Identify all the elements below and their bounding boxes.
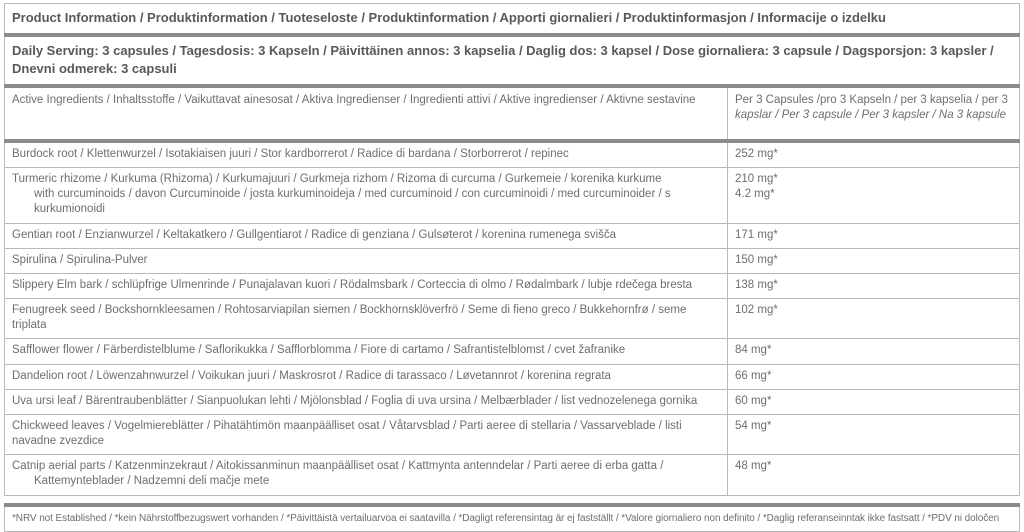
per-serving-column-header [727, 86, 1019, 141]
ingredient-amount [727, 141, 1019, 168]
ingredient-amount-value: 252 mg* [734, 147, 778, 160]
table-spacer [5, 495, 1020, 505]
per-serving-header-line-2: kapslar / Per 3 capsule / Per 3 kapsler / Na 3 kapsule [734, 108, 1007, 121]
footnote-row [5, 505, 1020, 532]
ingredient-amount-value: 66 mg* [734, 369, 772, 382]
table-row [5, 141, 1020, 168]
ingredient-amount-value: 102 mg* [734, 304, 778, 317]
table-row [5, 455, 1020, 495]
column-header-row [5, 86, 1020, 141]
ingredient-amount [727, 389, 1019, 414]
ingredient-name: Fenugreek seed / Bockshornkleesamen / Rohtosarviapilan siemen / Bockhornsklöverfrö / Seme di fieno greco / Bukkehornfrø / seme triplata [5, 299, 728, 339]
table-row [5, 223, 1020, 248]
ingredient-amount-value: 171 mg* [734, 228, 778, 241]
table-row [5, 167, 1020, 223]
ingredient-amount [727, 455, 1019, 495]
ingredient-name: Gentian root / Enzianwurzel / Keltakatkero / Gullgentiarot / Radice di genziana / Gulsøterot / korenina rumenega svišča [5, 223, 728, 248]
ingredient-name-sub: with curcuminoids / davon Curcuminoide / josta kurkuminoideja / med curcuminoid / con curcuminoidi / med curcuminoider / s kurkumionoidi [34, 188, 671, 216]
product-information-banner-row [5, 4, 1020, 35]
ingredient-name: Dandelion root / Löwenzahnwurzel / Voikukan juuri / Maskrosrot / Radice di tarassaco / Løvetannrot / korenina regrata [5, 364, 728, 389]
table-row [5, 389, 1020, 414]
ingredient-amount-value: 210 mg* [734, 172, 778, 185]
ingredient-amount [727, 339, 1019, 364]
ingredient-amount-value: 48 mg* [734, 460, 772, 473]
ingredient-amount [727, 167, 1019, 223]
ingredient-name-sub: Kattemynteblader / Nadzemni deli mačje mete [34, 475, 270, 488]
ingredient-name: Safflower flower / Färberdistelblume / Saflorikukka / Safflorblomma / Fiore di cartamo / Safrantistelblomst / cvet žafranike [5, 339, 728, 364]
ingredient-name: Chickweed leaves / Vogelmiereblätter / Pihatähtimön maanpäälliset osat / Våtarvsblad / Parti aeree di stellaria / Vassarveblade / listi navadne zvezdice [5, 414, 728, 454]
ingredient-amount-value: 60 mg* [734, 394, 772, 407]
table-row [5, 248, 1020, 273]
ingredient-amount [727, 299, 1019, 339]
ingredient-amount-value: 54 mg* [734, 419, 772, 432]
table-row [5, 414, 1020, 454]
product-information-banner: Product Information / Produktinformation / Tuoteseloste / Produktinformation / Apporti giornalieri / Produktinformasjon / Informacije o izdelku [5, 4, 1020, 35]
ingredient-name [5, 167, 728, 223]
active-ingredients-column-header: Active Ingredients / Inhaltsstoffe / Vaikuttavat ainesosat / Aktiva Ingredienser / Ingredienti attivi / Aktive ingredienser / Aktivne sestavine [5, 86, 728, 141]
table-body [5, 4, 1020, 532]
product-information-table [4, 3, 1020, 532]
ingredient-amount [727, 223, 1019, 248]
ingredient-name: Burdock root / Klettenwurzel / Isotakiaisen juuri / Stor kardborrerot / Radice di bardana / Storborrerot / repinec [5, 141, 728, 168]
table-row [5, 273, 1020, 298]
daily-serving-banner: Daily Serving: 3 capsules / Tagesdosis: 3 Kapseln / Päivittäinen annos: 3 kapselia / Daglig dos: 3 kapsel / Dose giornaliera: 3 capsule / Dagsporsjon: 3 kapsler / Dnevni odmerek: 3 capsuli [5, 35, 1020, 86]
ingredient-amount [727, 248, 1019, 273]
ingredient-name: Slippery Elm bark / schlüpfrige Ulmenrinde / Punajalavan kuori / Rödalmsbark / Corteccia di olmo / Rødalmbark / lubje rdečega bresta [5, 273, 728, 298]
nrv-footnote: *NRV not Established / *kein Nährstoffbezugswert vorhanden / *Päivittäistä vertailuarvoa ei saatavilla / *Dagligt referensintag är ej fastställt / *Valore giornaliero non definito / *Daglig referanseinntak ikke fastsatt / *PDV ni določen [5, 505, 1020, 532]
table-row [5, 299, 1020, 339]
ingredient-amount-value: 150 mg* [734, 253, 778, 266]
table-row [5, 364, 1020, 389]
table-row [5, 339, 1020, 364]
ingredient-amount-sub-value: 4.2 mg* [734, 188, 775, 201]
ingredient-amount [727, 273, 1019, 298]
ingredient-name: Spirulina / Spirulina-Pulver [5, 248, 728, 273]
ingredient-name-main: Catnip aerial parts / Katzenminzekraut / Aitokissanminun maanpäälliset osat / Kattmynta antenndelar / Parti aeree di erba gatta / [12, 460, 664, 473]
ingredient-amount [727, 414, 1019, 454]
daily-serving-banner-row [5, 35, 1020, 86]
ingredient-name-main: Turmeric rhizome / Kurkuma (Rhizoma) / Kurkumajuuri / Gurkmeja rizhom / Rizoma di curcuma / Gurkemeie / korenika kurkume [12, 172, 662, 185]
ingredient-name: Uva ursi leaf / Bärentraubenblätter / Sianpuolukan lehti / Mjölonsblad / Foglia di uva ursina / Melbærblader / list vednozelenega gornika [5, 389, 728, 414]
ingredient-amount-value: 84 mg* [734, 344, 772, 357]
ingredient-amount-value: 138 mg* [734, 278, 778, 291]
ingredient-amount [727, 364, 1019, 389]
ingredient-name [5, 455, 728, 495]
per-serving-header-line-1: Per 3 Capsules /pro 3 Kapseln / per 3 kapselia / per 3 [734, 93, 1008, 106]
